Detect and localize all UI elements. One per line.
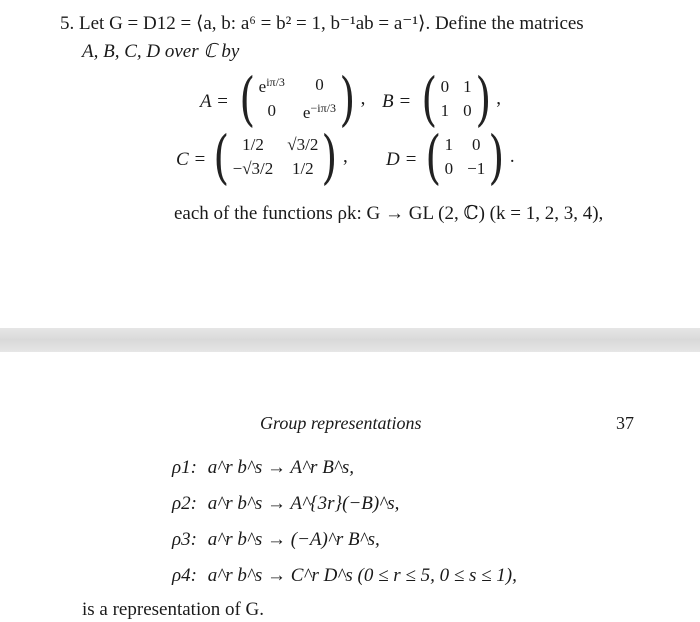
matrix-d-cell: −1 (467, 159, 486, 178)
matrix-c-cell: −√3/2 (232, 159, 274, 178)
matrix-b-cell: 1 (463, 77, 472, 96)
map-rule: a^r b^s → (−A)^r B^s, (207, 529, 380, 550)
matrix-c-label: C = (176, 149, 207, 170)
continuation-line: each of the functions ρk: G → GL (2, ℂ) (k = 1, 2, 3, 4), (174, 203, 604, 224)
matrix-d-cell: 1 (444, 135, 454, 154)
map-label: ρ1: (172, 457, 197, 478)
matrix-a-cell: $e^{-i\pi/3}$ (302, 101, 336, 122)
left-paren: ( (239, 65, 256, 133)
lower-page (0, 352, 700, 622)
matrix-b-cell: 0 (463, 101, 472, 120)
matrix-d-cell: 0 (444, 159, 454, 178)
matrix-a: ( $e^{i\pi/3}$ 0 0 $e^{-i\pi/3}$ ) , (239, 65, 366, 133)
map-label: ρ2: (172, 493, 197, 514)
left-paren: ( (421, 65, 438, 133)
problem-line-1 (60, 14, 584, 33)
map-label: ρ3: (172, 529, 197, 550)
left-paren: ( (213, 123, 230, 191)
right-paren: ) (321, 123, 338, 191)
matrix-c-cell: 1/2 (242, 135, 264, 154)
matrix-b-cell: 0 (440, 77, 450, 96)
page-separator (0, 328, 700, 352)
matrix-d-label: D = (386, 149, 418, 170)
matrix-d-cell: 0 (471, 135, 481, 154)
right-paren: ) (475, 65, 491, 133)
closing-line: is a representation of G. (82, 599, 265, 620)
matrix-a-cell: 0 (315, 75, 324, 94)
map-rule: a^r b^s → C^r D^s (0 ≤ r ≤ 5, 0 ≤ s ≤ 1), (207, 565, 517, 586)
page-number: 37 (616, 413, 634, 433)
map-rho-1 (172, 458, 354, 477)
problem-line-2: A, B, C, D over ℂ by (82, 41, 240, 62)
running-header: Group representations (260, 413, 422, 433)
matrix-a-label: A = (200, 91, 229, 112)
map-rho-4 (172, 566, 517, 585)
map-label: ρ4: (172, 565, 197, 586)
map-rho-3 (172, 530, 380, 549)
right-paren: ) (488, 123, 505, 191)
problem-number: 5. (60, 13, 75, 34)
matrix-d: ( 1 0 0 −1 ) . (425, 123, 515, 191)
right-paren: ) (339, 65, 356, 133)
map-rule: a^r b^s → A^{3r}(−B)^s, (207, 493, 400, 514)
map-rule: a^r b^s → A^r B^s, (207, 457, 354, 478)
matrix-a-cell: 0 (267, 101, 277, 120)
matrix-c: ( 1/2 √3/2 −√3/2 1/2 ) , (213, 123, 348, 191)
map-rho-2 (172, 494, 399, 513)
problem-statement: Let G = D12 = ⟨a, b: a⁶ = b² = 1, b⁻¹ab = a⁻¹⟩. Define the matrices (79, 13, 584, 34)
matrix-c-cell: √3/2 (287, 135, 319, 154)
matrix-b-label: B = (382, 91, 412, 112)
left-paren: ( (425, 123, 442, 191)
matrix-c-cell: 1/2 (291, 159, 314, 178)
matrix-a-cell: $e^{i\pi/3}$ (258, 75, 285, 96)
matrix-b-cell: 1 (440, 101, 450, 120)
matrix-b: ( 0 1 1 0 ) , (421, 65, 502, 133)
